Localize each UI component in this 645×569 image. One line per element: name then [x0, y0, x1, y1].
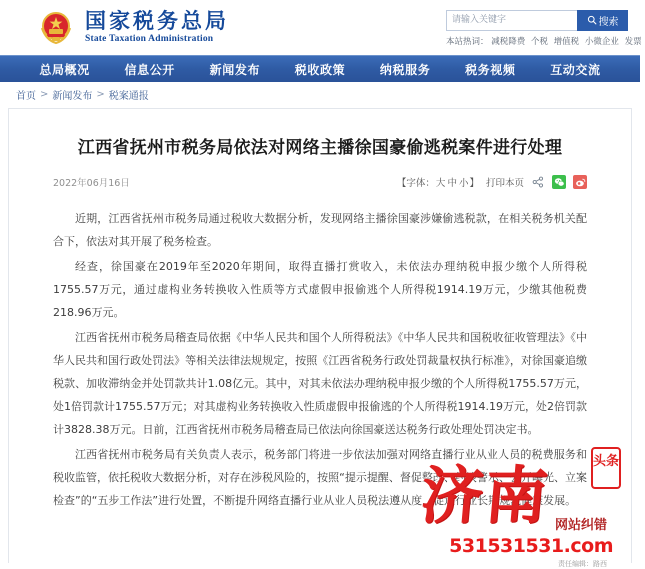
search-input[interactable]	[446, 10, 577, 31]
article-paragraph: 江西省抚州市税务局稽查局依据《中华人民共和国个人所得税法》《中华人民共和国税收征收管理法》《中华人民共和国行政处罚法》等相关法律法规规定，按照《江西省税务行政处罚裁量权执行标准》，对徐国豪追缴税款、加收滞纳金并处罚款共计1.08亿元。其中，对其未依法办理纳税申报少缴的个人所得税1755.57万元，处1倍罚款计1755.57万元；对其虚构业务转换收入性质虚假申报偷逃的个人所得税1914.19万元，处2倍罚款计3828.38万元。日前，江西省抚州市税务局稽查局已依法向徐国豪送达税务行政处理处罚决定书。	[53, 331, 587, 436]
nav-item-video[interactable]: 税务视频	[465, 62, 516, 77]
nav-item-overview[interactable]: 总局概况	[39, 62, 90, 77]
article-tools	[397, 175, 587, 189]
watermark-main-text: 济南	[417, 459, 553, 532]
search-button-label: 搜索	[598, 16, 619, 28]
nav-item-policy[interactable]: 税收政策	[294, 62, 346, 77]
header-search	[446, 8, 642, 48]
hot-keyword-link[interactable]: 减税降费	[491, 36, 526, 47]
font-size-large[interactable]: 大	[435, 178, 446, 189]
brand-title-en: State Taxation Administration	[85, 34, 214, 44]
watermark-footer-note: 责任编辑：路西	[558, 560, 607, 568]
nav-item-news[interactable]: 新闻发布	[209, 62, 261, 77]
brand-title-cn: 国家税务总局	[85, 9, 229, 33]
nav-item-disclosure[interactable]: 信息公开	[124, 62, 175, 77]
brand-text	[85, 10, 229, 45]
share-icon[interactable]	[531, 175, 545, 189]
font-size-medium[interactable]: 中	[447, 178, 457, 189]
article-paragraph: 经查，徐国豪在2019年至2020年期间，取得直播打赏收入，未依法办理纳税申报少缴个人所得税1755.57万元，通过虚构业务转换收入性质等方式虚假申报偷逃个人所得税1914.19万元，少缴其他税费218.96万元。	[53, 260, 587, 319]
font-size-control	[397, 175, 479, 189]
breadcrumb	[0, 82, 640, 106]
font-size-prefix: 【字体：	[396, 178, 435, 189]
site-brand[interactable]	[36, 8, 229, 48]
article-paragraph: 近期，江西省抚州市税务局通过税收大数据分析，发现网络主播徐国豪涉嫌偷逃税款，在相关税务机关配合下，依法对其开展了税务检查。	[53, 212, 587, 248]
breadcrumb-separator: >	[96, 88, 105, 100]
article-meta	[53, 175, 587, 189]
wechat-icon[interactable]	[552, 175, 566, 189]
hot-keywords	[446, 36, 642, 48]
search-row	[446, 10, 628, 31]
watermark-url: 531531531.com	[449, 535, 613, 557]
breadcrumb-item-news[interactable]: 新闻发布	[52, 90, 93, 102]
article-paragraph: 江西省抚州市税务局有关负责人表示，税务部门将进一步依法加强对网络直播行业从业人员的税费服务和税收监管，依托税收大数据分析，对存在涉税风险的，按照“提示提醒、督促整改、约谈警示、公开曝光、立案检查”的“五步工作法”进行处置，不断提升网络直播行业从业人员税法遵从度，促进行业长期规范健康发展。	[53, 448, 587, 507]
main-navigation	[0, 55, 640, 82]
print-page-button[interactable]: 打印本页	[485, 178, 524, 189]
article-body	[53, 207, 587, 512]
nav-item-service[interactable]: 纳税服务	[379, 62, 431, 77]
hot-keyword-link[interactable]: 个税	[530, 36, 548, 47]
breadcrumb-item-home[interactable]: 首页	[16, 90, 36, 102]
hot-keyword-link[interactable]: 小微企业	[584, 36, 619, 47]
weibo-icon[interactable]	[573, 175, 587, 189]
hot-keyword-link[interactable]: 发票	[624, 36, 642, 47]
hot-keywords-label: 本站热词：	[446, 36, 489, 47]
search-button[interactable]	[577, 10, 628, 31]
national-emblem-icon	[36, 8, 76, 48]
site-header	[0, 0, 640, 55]
breadcrumb-separator: >	[40, 88, 49, 100]
watermark-badge: 头条	[591, 447, 621, 489]
breadcrumb-item-case-report[interactable]: 税案通报	[108, 90, 149, 102]
page-title: 江西省抚州市税务局依法对网络主播徐国豪偷逃税案件进行处理	[77, 138, 563, 158]
font-size-small[interactable]: 小	[458, 178, 469, 189]
publish-date: 2022年06月16日	[53, 178, 130, 189]
hot-keyword-link[interactable]: 增值税	[553, 36, 580, 47]
nav-item-interaction[interactable]: 互动交流	[550, 62, 601, 77]
article-card	[8, 108, 632, 568]
font-size-suffix: 】	[469, 178, 479, 189]
watermark-subtitle: 网站纠错	[554, 518, 607, 533]
search-icon	[587, 15, 597, 25]
